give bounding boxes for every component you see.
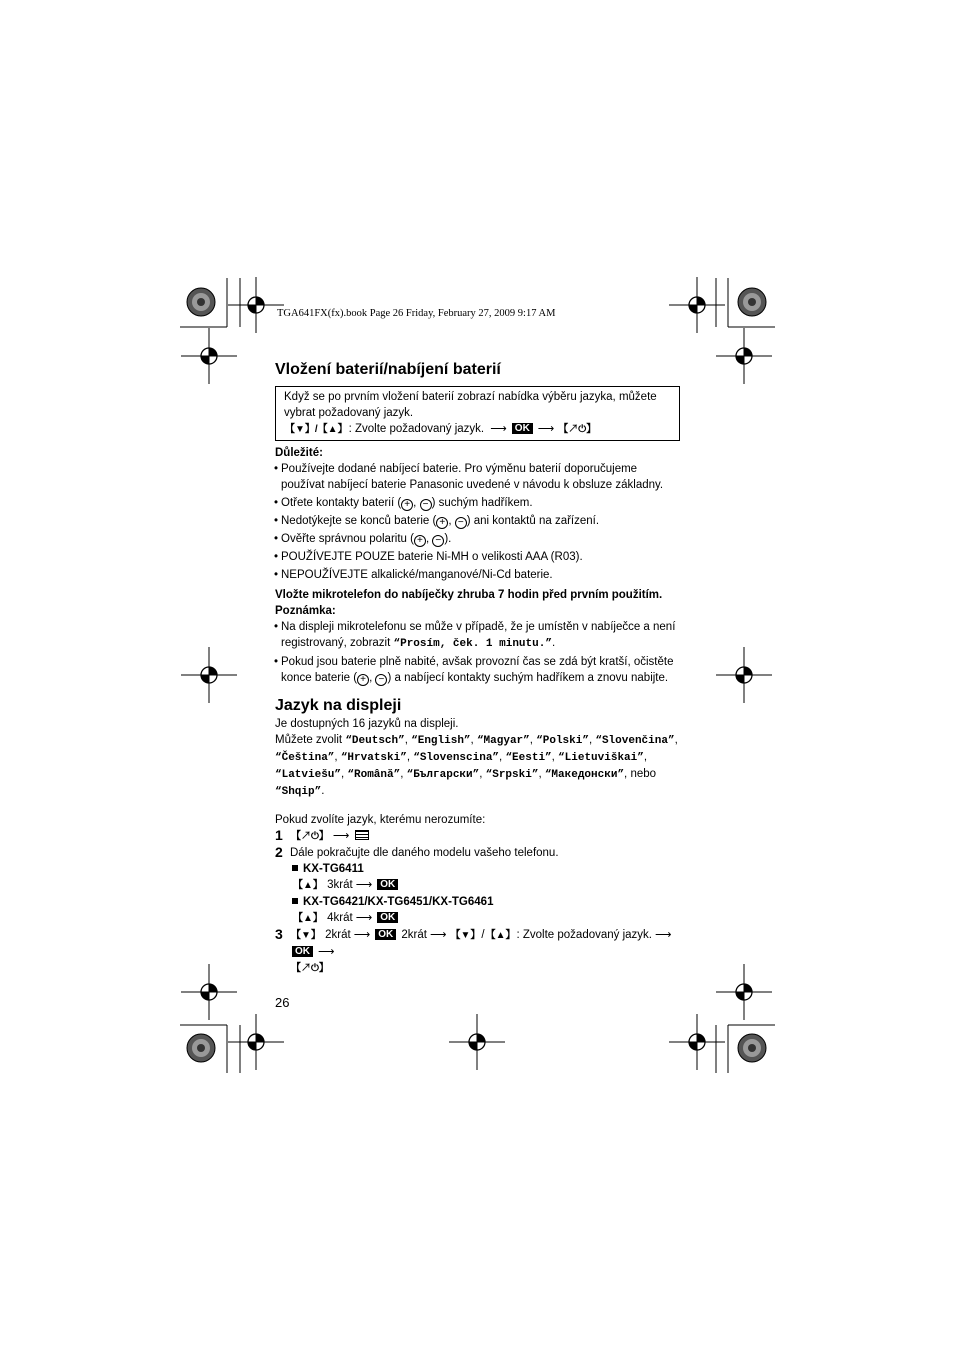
menu-icon: [355, 830, 369, 840]
up-key-icon: 【▲】: [485, 930, 516, 941]
box-text: Když se po prvním vložení baterií zobrazí nabídka výběru jazyka, můžete vybrat požadovaný jazyk.: [284, 391, 657, 419]
model-1: KX-TG6411: [275, 861, 680, 877]
plus-circle-icon: +: [436, 517, 448, 529]
register-star-bottom-left: [187, 1034, 215, 1062]
language-list: Můžete zvolit “Deutsch”, “English”, “Magyar”, “Polski”, “Slovenčina”, “Čeština”, “Hrvatski”, “Slovenscina”, “Eesti”, “Lietuviškai”, “Latviešu”, “Română”, “Български”, “Srpski”, “Македонски”, nebo “Shqip”.: [275, 734, 678, 798]
register-cross-mid-right: [716, 647, 772, 703]
language-option: “Slovenscina”: [413, 752, 500, 764]
language-option: “Shqip”: [275, 786, 322, 798]
language-option: “Eesti”: [505, 752, 552, 764]
down-key-icon: 【▼】: [450, 930, 481, 941]
language-option: “Srpski”: [485, 769, 539, 781]
section-title-language: Jazyk na displeji: [275, 697, 402, 714]
language-option: “Deutsch”: [345, 735, 405, 747]
ok-button-icon: OK: [292, 946, 313, 957]
note-list: [275, 619, 680, 686]
square-bullet-icon: [292, 898, 298, 904]
language-option: “Slovenčina”: [595, 735, 675, 747]
list-item: • Nedotýkejte se konců baterie ( + , − ) ani kontaktů na zařízení.: [275, 513, 680, 529]
plus-circle-icon: +: [357, 674, 369, 686]
charge-note: Vložte mikrotelefon do nabíječky zhruba 7 hodin před prvním použitím.: [275, 589, 663, 601]
step-1: 1 【↗⏻】 ⟶: [275, 828, 680, 845]
arrow-icon: ⟶: [490, 423, 507, 435]
print-header: TGA641FX(fx).book Page 26 Friday, February 27, 2009 9:17 AM: [277, 308, 556, 319]
register-cross-top-left: [228, 277, 284, 333]
arrow-icon: ⟶: [355, 879, 373, 891]
ok-button-icon: OK: [512, 423, 533, 434]
language-option: “Hrvatski”: [340, 752, 407, 764]
register-cross-bottom-center: [449, 1014, 505, 1070]
language-choose-text: Můžete zvolit: [275, 734, 346, 746]
arrow-icon: ⟶: [353, 929, 371, 941]
register-star-top-right: [738, 288, 766, 316]
arrow-icon: ⟶: [318, 946, 335, 958]
ok-button-icon: OK: [377, 912, 398, 923]
register-cross-bottom-right: [716, 964, 772, 1020]
register-cross-bottom-right-2: [669, 1014, 725, 1070]
minus-circle-icon: −: [455, 517, 467, 529]
minus-circle-icon: −: [432, 535, 444, 547]
minus-circle-icon: −: [420, 499, 432, 511]
arrow-icon: ⟶: [429, 929, 447, 941]
ok-button-icon: OK: [377, 879, 398, 890]
plus-circle-icon: +: [401, 499, 413, 511]
register-cross-top-right: [716, 328, 772, 384]
plus-circle-icon: +: [414, 535, 426, 547]
off-key-icon: 【↗⏻】: [558, 424, 597, 435]
off-key-icon: 【↗⏻】: [291, 963, 329, 974]
minus-circle-icon: −: [375, 674, 387, 686]
model-1-action: 【▲】 3krát ⟶ OK: [275, 877, 680, 894]
arrow-icon: ⟶: [537, 423, 555, 435]
down-key-icon: 【▼】: [291, 930, 321, 941]
language-select-box: [275, 386, 680, 441]
register-star-bottom-right: [738, 1034, 766, 1062]
up-key-icon: 【▲】: [293, 913, 323, 924]
register-star-top-left: [187, 288, 215, 316]
off-key-icon: 【↗⏻】: [291, 831, 329, 842]
language-option: “Lietuviškai”: [558, 752, 644, 764]
list-item: • Pokud jsou baterie plně nabité, avšak provozní čas se zdá být kratší, očistěte konce baterie ( + , − ) a nabíjecí kontakty suchým hadříkem a znovu nabijte.: [275, 654, 680, 686]
language-option: “Polski”: [536, 735, 589, 747]
model-2-action: 【▲】 4krát ⟶ OK: [275, 910, 680, 927]
register-cross-bottom-left: [181, 964, 237, 1020]
ok-button-icon: OK: [375, 929, 396, 940]
list-item: • Ověřte správnou polaritu ( + , − ).: [275, 531, 680, 547]
up-down-key: 【▼】/【▲】: [285, 424, 348, 435]
list-item: • Na displeji mikrotelefonu se může v případě, že je umístěn v nabíječce a není registrovaný, zobrazit “Prosím, ček. 1 minutu.”.: [275, 619, 680, 652]
register-cross-mid-left: [181, 647, 237, 703]
list-item: • NEPOUŽÍVEJTE alkalické/manganové/Ni-Cd baterie.: [275, 567, 680, 583]
arrow-icon: ⟶: [655, 929, 672, 941]
model-2: KX-TG6421/KX-TG6451/KX-TG6461: [275, 894, 680, 910]
step-3: 3 【▼】 2krát ⟶ OK 2krát ⟶ 【▼】/【▲】: Zvolte požadovaný jazyk. ⟶OK ⟶ 【↗⏻】: [275, 927, 680, 977]
step-2: 2 Dále pokračujte dle daného modelu vašeho telefonu.: [275, 844, 559, 860]
register-cross-top-left-2: [181, 328, 237, 384]
language-intro: Je dostupných 16 jazyků na displeji.: [275, 718, 459, 730]
list-item: • POUŽÍVEJTE POUZE baterie Ni-MH o velikosti AAA (R03).: [275, 549, 680, 565]
important-label: Důležité:: [275, 447, 323, 459]
page-number: 26: [275, 995, 290, 1010]
language-option: “Română”: [347, 769, 401, 781]
up-key-icon: 【▲】: [293, 880, 323, 891]
language-option: “Magyar”: [476, 735, 530, 747]
register-cross-bottom-left-2: [228, 1014, 284, 1070]
arrow-icon: ⟶: [355, 912, 373, 924]
list-item: • Používejte dodané nabíjecí baterie. Pro výměnu baterií doporučujeme používat nabíjecí baterie Panasonic uvedené v návodu k obsluze základny.: [275, 461, 680, 493]
square-bullet-icon: [292, 865, 298, 871]
unknown-language-text: Pokud zvolíte jazyk, kterému nerozumíte:: [275, 814, 486, 826]
note-label: Poznámka:: [275, 605, 336, 617]
box-instruction: 【▼】/【▲】: Zvolte požadovaný jazyk. ⟶ OK ⟶ 【↗⏻】: [284, 421, 671, 438]
language-option: “English”: [411, 735, 471, 747]
language-option: “Македонски”: [544, 769, 625, 781]
language-option: “Български”: [406, 769, 480, 781]
language-option: “Čeština”: [275, 752, 335, 764]
important-list: [275, 461, 680, 583]
language-option: “Latviešu”: [275, 769, 342, 781]
list-item: • Otřete kontakty baterií ( + , − ) suchým hadříkem.: [275, 495, 680, 511]
section-title-batteries: Vložení baterií/nabíjení baterií: [275, 361, 501, 378]
register-cross-top-right-a: [669, 277, 725, 333]
page-content: [275, 360, 680, 1011]
arrow-icon: ⟶: [332, 830, 350, 842]
